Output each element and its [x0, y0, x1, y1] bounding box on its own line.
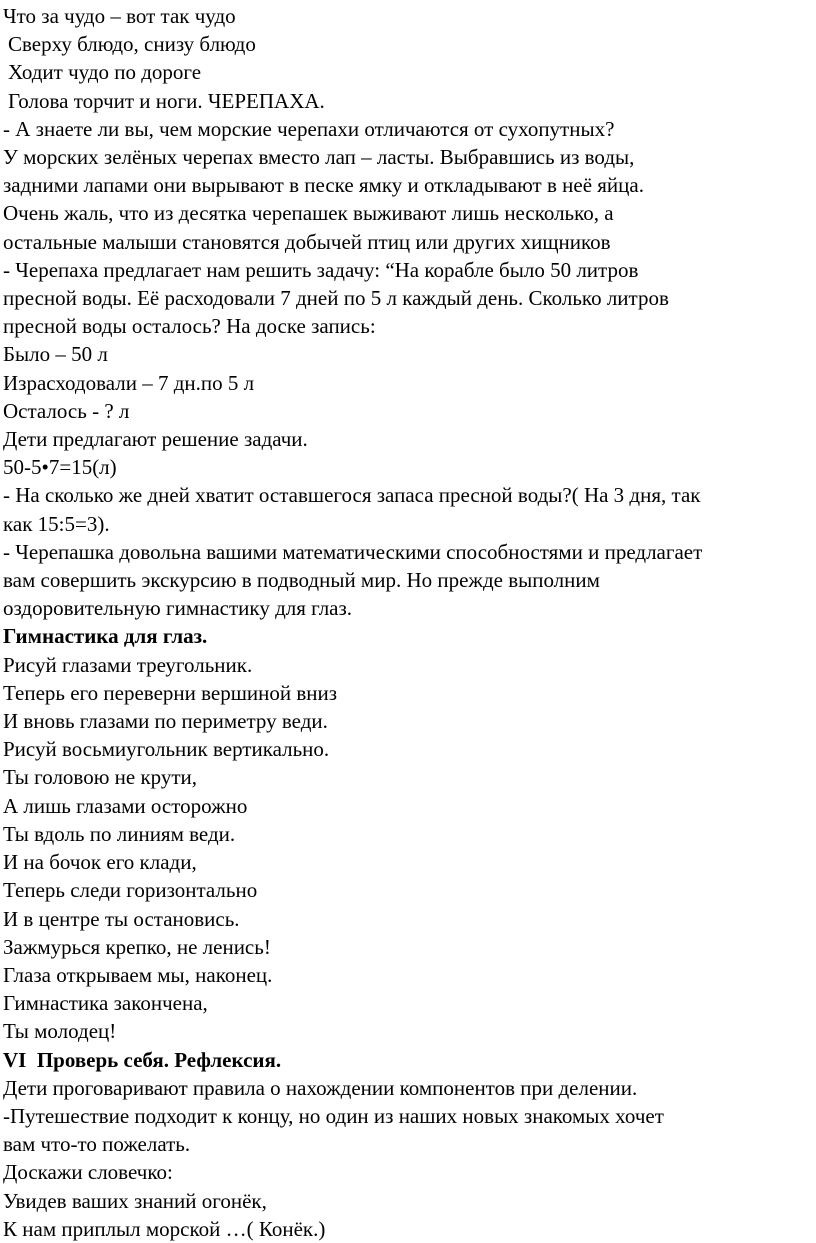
paragraph-line: - Черепашка довольна вашими математическими способностями и предлагает [3, 539, 703, 564]
poem-line: Рисуй глазами треугольник. [3, 652, 253, 677]
paragraph-line: оздоровительную гимнастику для глаз. [3, 596, 353, 621]
turtle-facts-paragraph [3, 143, 816, 256]
poem-line: Увидев ваших знаний огонёк, [3, 1188, 267, 1213]
days-question-paragraph [3, 481, 816, 537]
paragraph-line: Дети проговаривают правила о нахождении компонентов при делении. [3, 1075, 638, 1100]
paragraph-line: - На сколько же дней хватит оставшегося запаса пресной воды?( На 3 дня, так [3, 483, 701, 508]
board-note-line: Осталось - ? л [3, 398, 130, 423]
poem-line: Ты головою не крути, [3, 765, 198, 790]
section-vi-heading: VI Проверь себя. Рефлексия. [3, 1047, 282, 1072]
eye-gym-poem [3, 651, 816, 1046]
poem-line: И вновь глазами по периметру веди. [3, 709, 328, 734]
paragraph-line: -Путешествие подходит к концу, но один из наших новых знакомых хочет [3, 1103, 664, 1128]
paragraph-line: пресной воды. Её расходовали 7 дней по 5 л каждый день. Сколько литров [3, 286, 669, 311]
poem-line: Ты вдоль по линиям веди. [3, 821, 236, 846]
paragraph-line: вам совершить экскурсию в подводный мир. Но прежде выполним [3, 568, 600, 593]
riddle-block [3, 2, 816, 115]
paragraph-line: - Черепаха предлагает нам решить задачу: “На корабле было 50 литров [3, 257, 639, 282]
riddle-line: Что за чудо – вот так чудо [3, 4, 236, 28]
poem-line: Теперь его переверни вершиной вниз [3, 680, 338, 705]
poem-line: Теперь следи горизонтально [3, 878, 258, 903]
paragraph-line: Доскажи словечко: [3, 1160, 173, 1185]
paragraph-line: остальные малыши становятся добычей птиц или других хищников [3, 229, 611, 254]
excursion-paragraph [3, 538, 816, 623]
poem-line: И в центре ты остановись. [3, 906, 240, 931]
eye-gym-heading: Гимнастика для глаз. [3, 624, 208, 649]
paragraph-line: У морских зелёных черепах вместо лап – ласты. Выбравшись из воды, [3, 145, 635, 170]
paragraph-line: как 15:5=3). [3, 511, 110, 536]
poem-line: Ты молодец! [3, 1019, 117, 1044]
task-intro-paragraph [3, 256, 816, 341]
paragraph-line: вам что-то пожелать. [3, 1132, 191, 1157]
board-note-line: Было – 50 л [3, 342, 108, 367]
paragraph-line: пресной воды осталось? На доске запись: [3, 314, 376, 339]
poem-line: К нам приплыл морской …( Конёк.) [3, 1216, 326, 1241]
board-note-line: Израсходовали – 7 дн.по 5 л [3, 370, 255, 395]
poem-line: Зажмурься крепко, не ленись! [3, 934, 271, 959]
poem-line: Гимнастика закончена, [3, 991, 208, 1016]
solution-expression: 50-5•7=15(л) [3, 455, 117, 480]
riddle-line: Голова торчит и ноги. ЧЕРЕПАХА. [8, 88, 325, 113]
poem-line: А лишь глазами осторожно [3, 793, 248, 818]
solution-intro: Дети предлагают решение задачи. [3, 427, 308, 452]
paragraph-line: Очень жаль, что из десятка черепашек выживают лишь несколько, а [3, 201, 614, 226]
board-notes [3, 340, 816, 425]
riddle-line: Сверху блюдо, снизу блюдо [8, 32, 256, 57]
reflection-block [3, 1074, 816, 1243]
poem-line: И на бочок его клади, [3, 850, 197, 875]
poem-line: Рисуй восьмиугольник вертикально. [3, 737, 330, 762]
poem-line: Глаза открываем мы, наконец. [3, 962, 273, 987]
sea-turtles-question: - А знаете ли вы, чем морские черепахи отличаются от сухопутных? [3, 116, 615, 141]
paragraph-line: задними лапами они вырывают в песке ямку и откладывают в неё яйца. [3, 173, 644, 198]
riddle-line: Ходит чудо по дороге [8, 60, 202, 85]
